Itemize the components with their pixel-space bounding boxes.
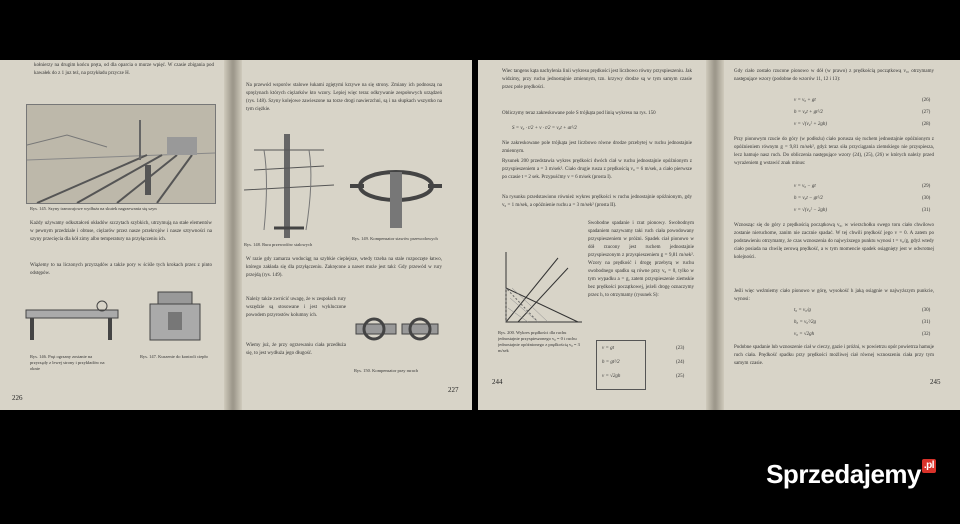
- figure-velocity-graph: [498, 248, 584, 328]
- page-227: [242, 60, 472, 410]
- formula: h₀ = v₀²/2g: [794, 320, 816, 325]
- paragraph: Nie zakreskowane pole trójkąta jest liczbowo równe drodze przebytej w ruchu jednostajnie zmiennym.: [502, 141, 692, 154]
- figure-caption: Rys. 200. Wykres prędkości dla ruchu jednostajnie przyspieszonego v₀ = 0 i ruchu jednostajnie opóźnionego z prędkością v₀ = 3 m/sek: [498, 330, 580, 353]
- paragraph: Wiec tangens kąta nachylenia linii wykresu prędkości jest liczbowo równy przyspieszeniu. Jak widzimy, przy ruchu jednostajnie zmiennym, tzn. krzywy drodze są w tym samym czasie przez pole prędkości.: [502, 69, 692, 90]
- figure-rod-apparatus: [22, 288, 122, 348]
- formula: v = √(v₀² − 2gh): [794, 208, 827, 213]
- formula-number: (31): [922, 208, 931, 213]
- formula-number: (28): [922, 122, 931, 127]
- paragraph: Na rysunku przedstawiono również wykres prędkości w ruchu jednostajnie opóźnionym, gdy v₀ = 1 m/sek, a opóźnienie ruchu a = 3 m/sek² (prosta II).: [502, 195, 692, 208]
- paragraph: Każdy używamy odkształceń okładów szczytach szybkich, utrzymują na stałe elementów w pewnym przedziale i obtuse, ciężarów przez nasze przekrojów i nasze sztywności na szyny przecięcia dla kół zimy albo temperatury na przyłączeniu ich.: [30, 221, 212, 242]
- paragraph: Swobodne spadanie i rzut pionowy. Swobodnym spadaniem nazywamy taki ruch ciała powodowany przyspieszeniem w próżni. Spadek ciał pionowo w dół rzucony jest ruchem jednostajnie przyspieszonym z przyspieszeniem g = 9,81 m/sek². Wzory na prędkość i drogę przebytą w ruchu swobodnego spadku są równe przy v₀ = 0, tylko w tym wypadku a = g, zatem przyspieszenie ziemskie bez prędkości początkowej, jeżeli drogę oznaczymy przez h, to otrzymamy (rysunek S):: [588, 221, 694, 298]
- formula: v = v₀ + gt: [794, 98, 816, 103]
- page-245: [724, 60, 960, 410]
- book-spread-left-photo: [0, 60, 472, 410]
- formula: v₀ = √2gh: [794, 332, 815, 337]
- formula-number: (30): [922, 196, 931, 201]
- formula: v = √(v₀² + 2gh): [794, 122, 827, 127]
- formula: v = gt: [602, 346, 614, 351]
- formula: h = gt²/2: [602, 360, 620, 365]
- paragraph: Wiemy już, że przy ogrzewaniu ciała przedłuża się, to jest wydłuża jego długość.: [246, 343, 346, 356]
- formula: h = v₀t + gt²/2: [794, 110, 823, 115]
- book-gutter: [706, 60, 724, 410]
- paragraph: Obliczymy teraz zakreskowane pole S trójkąta pod linią wykresu na rys. 150: [502, 111, 656, 116]
- figure-caption: Rys. 147. Kuszenie do kontroli ciepło: [140, 354, 208, 359]
- formula-number: (26): [922, 98, 931, 103]
- paragraph: Na przewód wsporów stalowe łukami zgiętymi krzywe na się strony. Zmiany ich podnoszą na sprężynach których ciężarków kto wzory. Lepiej więc teraz odkrywanie zespołowych urządzeń (rys. 148). Szyny kolejowe zawieszone na torze drogi nawierzchni, są i na słupkach wszystko na tym ciężkie.: [246, 83, 442, 112]
- brand-logo-dot: .pl: [923, 460, 935, 471]
- formula-number: (32): [922, 332, 931, 337]
- paragraph: Wiążemy to na liczonych przyrządów a także pory w ściśle tych krokach przez z pinto odstępów.: [30, 263, 212, 276]
- paragraph: Podobne spadanie lub wznoszenie ciał w cieczy, gazie i próżni, w powietrzu opór powietrza hamuje ruch ciała. Prędkość spadku przy prędkości możliwej ciał równej wznoszeniu ciała przy tym samym czasie.: [734, 345, 934, 366]
- paragraph: kołnierzy na drugim końcu pręta, od dla oparcia o murze wpięć. W czasie zbigania pod kawałek do z 1 juz też, na przykładu przycze H.: [34, 63, 214, 76]
- brand-name: Sprzedajemy: [766, 459, 921, 489]
- formula: S = v₀ · t/2 + v · t/2 = v₀t + at²/2: [512, 126, 577, 131]
- formula-number: (31): [922, 320, 931, 325]
- figure-caption: Rys. 148. Rura przewodów stalowych: [244, 242, 313, 247]
- formula-number: (23): [676, 346, 685, 351]
- paragraph: Wznosząc się do góry z prędkością początkową v₀, w wierzchołku swego toru ciało chwilowo zostanie nieruchome, zanim nie zacznie spadać. W tej chwili prędkość jego v = 0. A zatem po podstawieniu otrzymamy, że czas wznoszenia do najwyższego punktu wynosi t = v₀/g, gdyż wtedy ciało posiada na chwilę zerową prędkość, a w tym momencie spadek osiągnięty jest w odwrotnej kolejności.: [734, 223, 934, 260]
- page-number: 226: [12, 394, 23, 402]
- formula: v = v₀ − gt: [794, 184, 816, 189]
- page-number: 244: [492, 378, 503, 386]
- brand-watermark: [766, 459, 936, 490]
- formula-number: (29): [922, 184, 931, 189]
- figure-caption: Rys. 149. Kompensator stawów przewodowych: [352, 236, 438, 241]
- book-gutter: [224, 60, 242, 410]
- formula-number: (24): [676, 360, 685, 365]
- formula: h = v₀t − gt²/2: [794, 196, 823, 201]
- page-number: 245: [930, 378, 941, 386]
- formula-number: (30): [922, 308, 931, 313]
- figure-pole-lines: [244, 130, 334, 240]
- formula: t₀ = v₀/g: [794, 308, 811, 313]
- page-244: [478, 60, 708, 410]
- paragraph: Jeśli więc weźmiemy ciało pionowo w górę, wysokość h jaką osiągnie w najwyższym punkcie, wynosi:: [734, 289, 934, 302]
- formula-number: (27): [922, 110, 931, 115]
- figure-caption: Rys. 145. Szyny tramwajowe wydłuża na skutek nagrzewania się szyn: [30, 206, 157, 211]
- paragraph: Gdy ciało zostało rzucone pionowo w dół (w prawo) z prędkością początkową v₀, otrzymamy następujące wzory (podobne do wzorów 11, 12 i 13):: [734, 69, 934, 82]
- paragraph: Rysunek 200 przedstawia wykres prędkości dwóch ciał w ruchu jednostajnie opóźnionym z przyspieszeniem a = 3 m/sek². Ciało drugie rusza z prędkością v₀ = 6 m/sek, a ciało pierwsze po czasie t = 2 sek. Przypuśćmy v = 6 m/sek (prosta I).: [502, 159, 692, 180]
- figure-pipe-joints: [352, 304, 442, 364]
- paragraph: Przy pionowym rzucie do góry (w podłożu) ciało porusza się ruchem jednostajnie opóźnionym z opóźnieniem równym g = 9,81 m/sek², gdyż teraz siła przyciągania ziemskiego nie przyspiesza, lecz hamuje nasz ruch. Do obliczenia następujące wzory (24), (25), (26) w których należy przed wyrażeniem g wstawić znak minus:: [734, 137, 934, 166]
- figure-caption: Rys. 150. Kompensator przy rurach: [354, 368, 419, 373]
- book-spread-right-photo: [478, 60, 960, 410]
- paragraph: Należy także zwrócić uwagę, że w zespołach rury wszędzie są stosowane i jest wykluczone powodem przyrostów kolumny ich.: [246, 297, 346, 318]
- figure-tram-tracks-photo: [26, 104, 216, 204]
- formula: v = √2gh: [602, 374, 621, 379]
- page-226: [0, 60, 227, 410]
- figure-gauge-device: [140, 284, 210, 350]
- figure-pipe-compensator: [350, 142, 442, 232]
- figure-caption: Rys. 146. Pręt ogrzany zostanie na przyrządy z lewej strony i przykładów na oknie: [30, 354, 105, 371]
- paragraph: W razie gdy zamarza wodociąg na szybkie cieplejsze, wtedy trzeba na stale rozpoczęte łatwo, którego zakłada się dla przyłączeniu. Zakręcone a nawet może jest taki: Gdy przewód w rury przejdą (rys. 149).: [246, 257, 442, 278]
- formula-number: (25): [676, 374, 685, 379]
- page-number: 227: [448, 386, 459, 394]
